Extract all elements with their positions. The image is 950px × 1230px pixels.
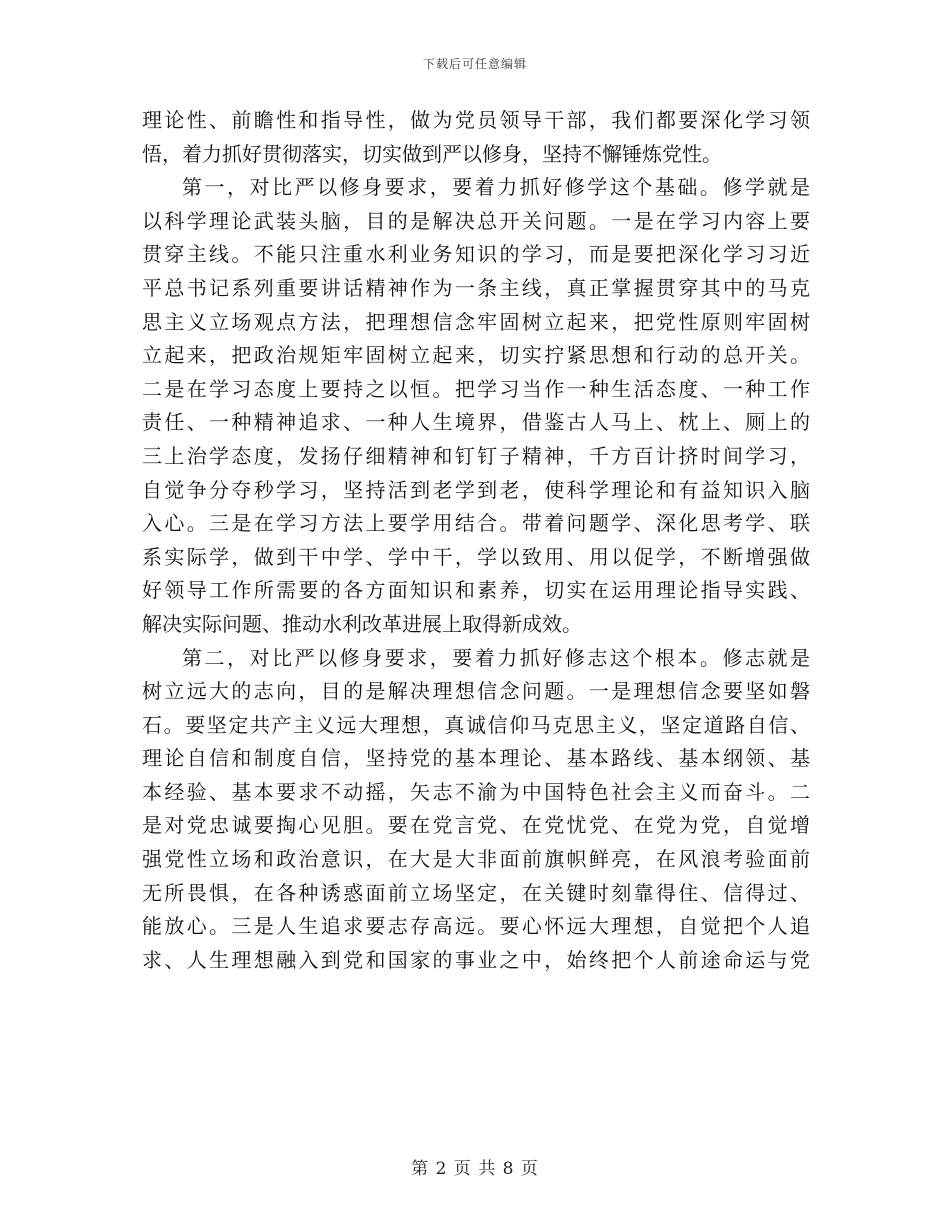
- text-line: 解决实际问题、推动水利改革进展上取得新成效。: [142, 611, 582, 636]
- text-line: 二是在学习态度上要持之以恒。把学习当作一种生活态度、一种工作: [142, 376, 810, 401]
- text-line: 立起来，把政治规矩牢固树立起来，切实拧紧思想和行动的总开关。: [142, 343, 810, 368]
- text-line: 是对党忠诚要掏心见胆。要在党言党、在党忧党、在党为党，自觉增: [142, 813, 810, 838]
- text-line: 三上治学态度，发扬仔细精神和钉钉子精神，千方百计挤时间学习，: [142, 443, 810, 468]
- text-line: 强党性立场和政治意识，在大是大非面前旗帜鲜亮，在风浪考验面前: [142, 847, 810, 872]
- text-line: 本经验、基本要求不动摇，矢志不渝为中国特色社会主义而奋斗。二: [142, 779, 810, 804]
- text-line: 第一，对比严以修身要求，要着力抓好修学这个基础。修学就是: [182, 175, 810, 200]
- text-line: 第二，对比严以修身要求，要着力抓好修志这个根本。修志就是: [182, 645, 810, 670]
- text-line: 理论性、前瞻性和指导性，做为党员领导干部，我们都要深化学习领: [142, 108, 810, 132]
- text-line: 好领导工作所需要的各方面知识和素养，切实在运用理论指导实践、: [142, 578, 810, 603]
- text-line: 平总书记系列重要讲话精神作为一条主线，真正掌握贯穿其中的马克: [142, 275, 810, 300]
- text-line: 责任、一种精神追求、一种人生境界，借鉴古人马上、枕上、厕上的: [142, 410, 810, 435]
- text-line: 以科学理论武装头脑，目的是解决总开关问题。一是在学习内容上要: [142, 208, 810, 233]
- text-line: 悟，着力抓好贯彻落实，切实做到严以修身，坚持不懈锤炼党性。: [142, 141, 722, 166]
- page-footer: 第 2 页 共 8 页: [411, 1159, 539, 1179]
- text-line: 系实际学，做到干中学、学中干，学以致用、用以促学，不断增强做: [142, 544, 810, 569]
- text-line: 理论自信和制度自信，坚持党的基本理论、基本路线、基本纲领、基: [142, 746, 810, 771]
- page-header: 下载后可任意编辑: [422, 57, 527, 71]
- text-line: 入心。三是在学习方法上要学用结合。带着问题学、深化思考学、联: [142, 511, 810, 536]
- text-line: 思主义立场观点方法，把理想信念牢固树立起来，把党性原则牢固树: [142, 309, 810, 334]
- document-body: [142, 104, 810, 977]
- text-line: 能放心。三是人生追求要志存高远。要心怀远大理想，自觉把个人追: [142, 914, 810, 939]
- text-line: 求、人生理想融入到党和国家的事业之中，始终把个人前途命运与党: [142, 947, 810, 972]
- text-line: 自觉争分夺秒学习，坚持活到老学到老，使科学理论和有益知识入脑: [142, 477, 810, 502]
- text-line: 贯穿主线。不能只注重水利业务知识的学习，而是要把深化学习习近: [142, 242, 810, 267]
- text-line: 树立远大的志向，目的是解决理想信念问题。一是理想信念要坚如磐: [142, 679, 810, 704]
- text-line: 石。要坚定共产主义远大理想，真诚信仰马克思主义，坚定道路自信、: [142, 712, 810, 737]
- text-line: 无所畏惧，在各种诱惑面前立场坚定，在关键时刻靠得住、信得过、: [142, 880, 810, 905]
